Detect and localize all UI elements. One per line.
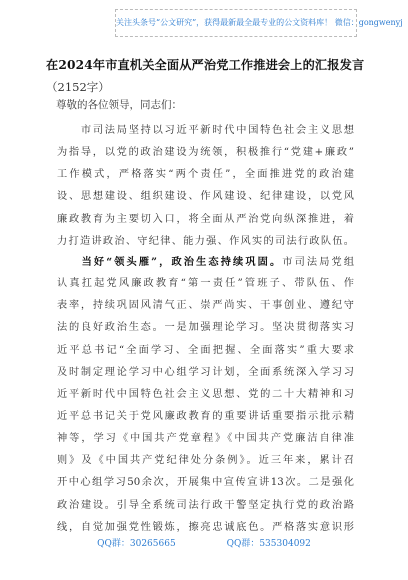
page-footer [0,536,408,549]
text-line: 则》及《中国共产党纪律处分条例》。近三年来，累计召 [57,455,354,467]
text-line: 认真扛起党风廉政教育“第一责任”管班子、带队伍、作 [57,278,354,290]
document-title: 在2024年市直机关全面从严治党工作推进会上的汇报发言 [46,58,365,72]
paragraph-1 [57,120,354,253]
text-line: 神等，学习《中国共产党章程》《中国共产党廉洁自律准 [57,433,354,445]
text-line: 近平总书记“全面学习、全面把握、全面落实”重大要求 [57,344,354,356]
qq-group-1: QQ群：30265665 [97,539,176,549]
section-heading: 当好“领头雁”，政治生态持续巩固。 [57,256,283,268]
promo-banner: 关注头条号“公文研究”，获得最新最全最专业的公文资料库！ 微信：gongwenyj [115,9,357,37]
qq-group-2: QQ群：535304092 [226,539,311,549]
paragraph-2 [57,251,354,539]
greeting: 尊敬的各位领导，同志们： [56,99,182,111]
text-line: 近平新时代中国特色社会主义思想、党的二十大精神和习 [57,388,354,400]
text-line: 工作模式，严格落实“两个责任”，全面推进党的政治建 [57,169,354,181]
text-line: 法的良好政治生态。一是加强理论学习。坚决贯彻落实习 [57,322,354,334]
text-line: 设、思想建设、组织建设、作风建设、纪律建设，以党风 [57,191,354,203]
text-line: 为指导，以党的政治建设为统领，积极推行“党建+廉政” [57,147,354,159]
text-line: 及时制定理论学习中心组学习计划，全面系统深入学习习 [57,366,354,378]
text-line: 廉政教育为主要切入口，将全面从严治党向纵深推进，着 [57,213,354,225]
text-line: 近平总书记关于党风廉政教育的重要讲话重要指示批示精 [57,410,354,422]
text-line: 开中心组学习50余次，开展集中宣传宣讲13次。二是强化 [57,477,354,489]
text-line: 政治建设。引导全系统司法行政干警坚定执行党的政治路 [57,499,354,511]
word-count: （2152字） [46,80,110,94]
text-line: 力打造讲政治、守纪律、能力强、作风实的司法行政队伍。 [57,235,354,247]
text-run: 市司法局党组 [282,257,355,268]
text-line: 市司法局坚持以习近平新时代中国特色社会主义思想 [57,125,354,136]
text-line: 表率，持续巩固风清气正、崇严尚实、干事创业、遵纪守 [57,300,354,312]
text-line [57,251,354,273]
text-line: 线，自觉加强党性锻炼，擦亮忠诚底色。严格落实意识形 [57,521,354,533]
